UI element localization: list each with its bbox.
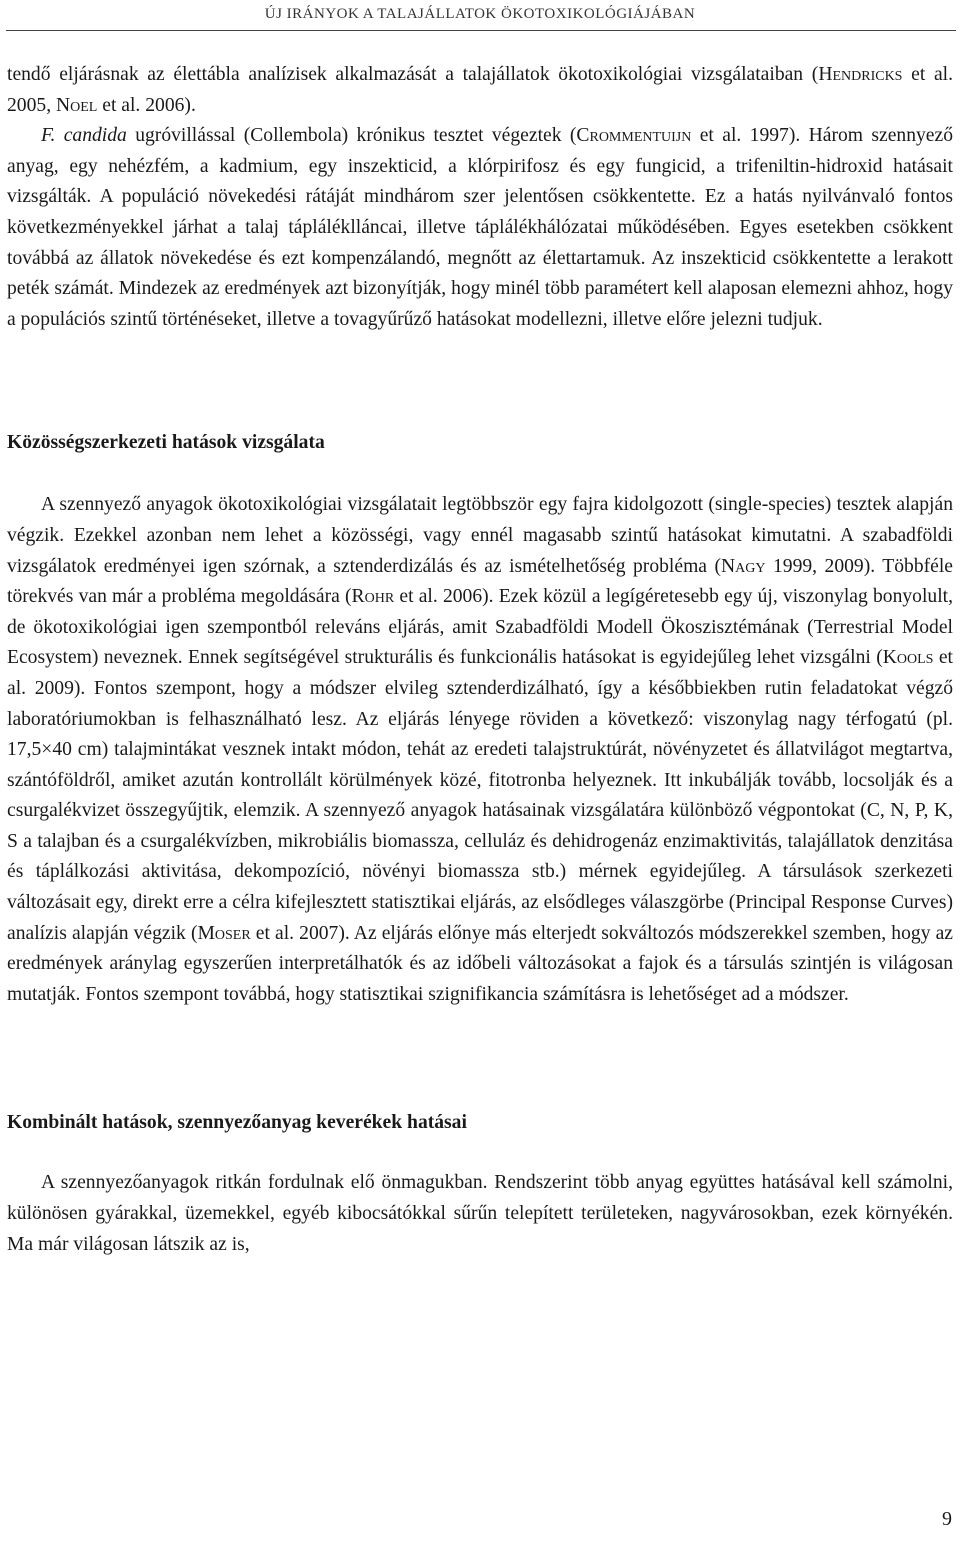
section-heading-combined: Kombinált hatások, szennyezőanyag keverékek hatásai: [7, 1112, 467, 1134]
running-header: ÚJ IRÁNYOK A TALAJÁLLATOK ÖKOTOXIKOLÓGIÁJÁBAN: [264, 6, 696, 22]
page-body: [7, 60, 953, 1260]
text-run: et al. 1997). Három szennyező anyag, egy nehézfém, a kadmium, egy inszekticid, a klórpirifosz és egy fungicid, a trifeniltin-hidroxid hatásait vizsgálták. A populáció növekedési rátáját mindhárom szer jelentősen csökkentette. Ez a hatás nyilvánvaló fontos következményekkel járhat a talaj tápláléklláncai, illetve táplálékhálózatai működésében. Egyes esetekben csökkent továbbá az állatok növekedése és ezt kompenzálandó, megnőtt az élettartamuk. Az inszekticid csökkentette a lerakott peték számát. Mindezek az eredmények azt bizonyítják, hogy minél több paramétert kell alaposan elemezni ahhoz, hogy a populációs szintű történéseket, illetve a tovagyűrűző hatásokat modellezni, illetve előre jelezni tudjuk.: [7, 125, 953, 330]
text-run: ugróvillással (Collembola) krónikus tesztet végeztek (: [126, 125, 577, 147]
paragraph-combined: [7, 1168, 953, 1260]
author-name: Kools: [882, 647, 934, 669]
section-heading-community: Közösségszerkezeti hatások vizsgálata: [7, 432, 325, 454]
text-run: et al. 2006).: [97, 94, 196, 116]
text-run: A szennyezőanyagok ritkán fordulnak elő önmagukban. Rendszerint több anyag együttes hatásával kell számolni, különösen gyárakkal, üzemekkel, egyéb kibocsátókkal sűrűn telepített területeken, nagyvárosokban, ezek környékén. Ma már világosan látszik az is,: [7, 1172, 953, 1255]
spacer: [7, 1010, 953, 1108]
text-run: et al. 2007). Az eljárás előnye más elterjedt sokváltozós módszerekkel szemben, hogy az eredmények aránylag egyszerűen interpretálhatók és az időbeli változásokat a fajok és a társulás szintjén is világosan mutatják. Fontos szempont továbbá, hogy statisztikai szignifikancia számításra is lehetőséget ad a módszer.: [7, 922, 953, 1005]
text-run: et al. 2009). Fontos szempont, hogy a módszer elvileg sztenderdizálható, így a későbbiekben rutin feladatokat végző laboratóriumokban is felhasználható lesz. Az eljárás lényege röviden a következő: viszonylag nagy térfogatú (pl. 17,5×40 cm) talajmintákat vesznek intakt módon, tehát az eredeti talajstruktúrát, növényzetet és állatvilágot megtartva, szántóföldről, amiket azután kontrollált körülmények közé, fitotronba helyeznek. Itt inkubálják tovább, locsolják és a csurgalékvizet összegyűjtik, elemzik. A szennyező anyagok hatásainak vizsgálatára különböző végpontokat (C, N, P, K, S a talajban és a csurgalékvízben, mikrobiális biomassza, celluláz és dehidrogenáz enzimaktivitás, talajállatok denzitása és táplálkozási aktivitása, dekompozíció, növényi biomassza stb.) mérnek egyidejűleg. A társulások szerkezeti változásait egy, direkt erre a célra kifejlesztett statisztikai eljárás, az elsődleges válaszgörbe (Principal Response Curves) analízis alapján végzik (: [7, 647, 953, 944]
author-name: Moser: [197, 922, 251, 944]
species-name: F. candida: [41, 125, 127, 147]
text-run: A szennyező anyagok ökotoxikológiai vizsgálatait legtöbbször egy fajra kidolgozott (single-species) tesztek alapján végzik. Ezekkel azonban nem lehet a közösségi, vagy ennél magasabb szintű hatásokat kimutatni. A szabadföldi vizsgálatok eredményei igen szórnak, a sztenderdizálás és az ismételhetőség probléma (: [7, 494, 953, 577]
text-run: et al. 2005,: [7, 64, 953, 116]
text-run: 1999, 2009). Többféle törekvés van már a probléma megoldására (: [7, 555, 953, 608]
header-rule: [6, 30, 956, 31]
author-name: Rohr: [351, 586, 395, 608]
author-name: Hendricks: [818, 64, 903, 85]
text-run: et al. 2006). Ezek közül a legígéretesebb egy új, viszonylag bonyolult, de ökotoxikológiai igen szempontból releváns eljárás, amit Szabadföldi Modell Ökoszisztémának (Terrestrial Model Ecosystem) neveznek. Ennek segítségével strukturális és funkcionális hatásokat is egyidejűleg lehet vizsgálni (: [7, 586, 954, 669]
author-name: Crommentuijn: [576, 125, 692, 147]
paragraph-candida: [7, 121, 953, 335]
spacer: [7, 458, 953, 490]
spacer: [7, 1138, 953, 1168]
author-name: Nagy: [721, 555, 766, 577]
paragraph-community: [7, 490, 953, 1010]
paragraph-continuation: [7, 60, 953, 121]
author-name: Noel: [55, 94, 98, 116]
text-run: tendő eljárásnak az élettábla analízisek alkalmazását a talajállatok ökotoxikológiai vizsgálataiban (: [7, 64, 819, 85]
spacer: [7, 335, 953, 428]
page-number: 9: [942, 1508, 952, 1530]
